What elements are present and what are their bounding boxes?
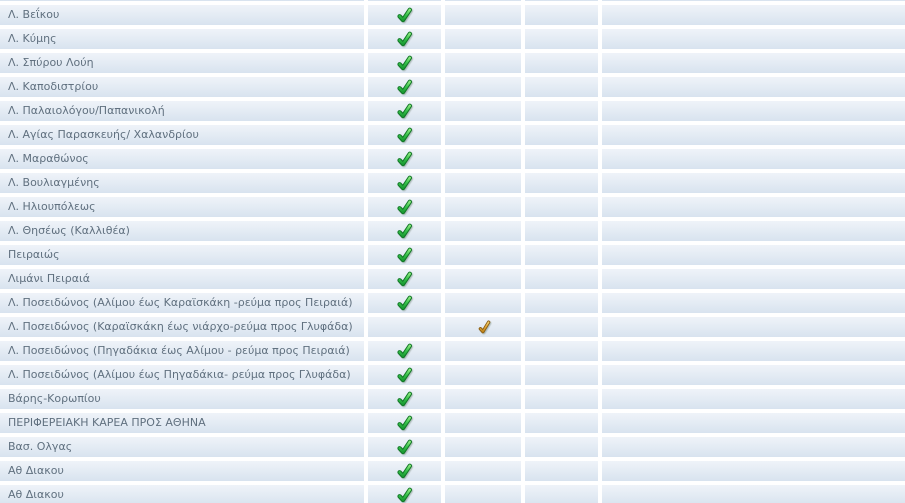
status-cell-2 bbox=[445, 125, 521, 145]
green-check-icon bbox=[396, 415, 413, 431]
road-name-cell: Λ. Μαραθώνος bbox=[0, 149, 364, 169]
status-cell-1 bbox=[368, 461, 441, 481]
status-cell-3 bbox=[525, 0, 598, 1]
status-cell-2 bbox=[445, 245, 521, 265]
road-name-cell: Λ. Ποσειδώνος (Αλίμου έως Καραϊσκάκη -ρεύμα προς Πειραιά) bbox=[0, 293, 364, 313]
table-row bbox=[0, 245, 905, 265]
status-cell-4 bbox=[602, 341, 905, 361]
road-name-cell: Λ. Βεΐκου bbox=[0, 5, 364, 25]
table-row bbox=[0, 293, 905, 313]
status-cell-4 bbox=[602, 485, 905, 503]
status-cell-4 bbox=[602, 5, 905, 25]
table-row bbox=[0, 413, 905, 433]
status-cell-4 bbox=[602, 269, 905, 289]
status-cell-2 bbox=[445, 389, 521, 409]
status-cell-1 bbox=[368, 53, 441, 73]
road-name-cell: Λ. Κύμης bbox=[0, 29, 364, 49]
status-cell-4 bbox=[602, 125, 905, 145]
status-cell-2 bbox=[445, 101, 521, 121]
status-cell-3 bbox=[525, 173, 598, 193]
road-name-cell: Αθ Διακου bbox=[0, 461, 364, 481]
green-check-icon bbox=[396, 439, 413, 455]
status-cell-4 bbox=[602, 173, 905, 193]
green-check-icon bbox=[396, 271, 413, 287]
road-name-cell bbox=[0, 0, 364, 1]
status-cell-3 bbox=[525, 125, 598, 145]
status-cell-3 bbox=[525, 245, 598, 265]
table-row bbox=[0, 317, 905, 337]
green-check-icon bbox=[396, 295, 413, 311]
table-row bbox=[0, 77, 905, 97]
status-cell-3 bbox=[525, 197, 598, 217]
status-cell-2 bbox=[445, 77, 521, 97]
table-row bbox=[0, 485, 905, 503]
road-name-cell: Λ. Ποσειδώνος (Αλίμου έως Πηγαδάκια- ρεύμα προς Γλυφάδα) bbox=[0, 365, 364, 385]
status-cell-1 bbox=[368, 485, 441, 503]
green-check-icon bbox=[396, 367, 413, 383]
road-name-cell: Βασ. Ολγας bbox=[0, 437, 364, 457]
road-name-cell: Βάρης-Κορωπίου bbox=[0, 389, 364, 409]
status-cell-1 bbox=[368, 29, 441, 49]
status-cell-2 bbox=[445, 5, 521, 25]
status-cell-4 bbox=[602, 389, 905, 409]
status-cell-1 bbox=[368, 77, 441, 97]
green-check-icon bbox=[396, 487, 413, 503]
status-cell-3 bbox=[525, 485, 598, 503]
status-cell-3 bbox=[525, 5, 598, 25]
orange-check-icon bbox=[475, 319, 492, 335]
status-cell-4 bbox=[602, 245, 905, 265]
status-cell-2 bbox=[445, 197, 521, 217]
green-check-icon bbox=[396, 79, 413, 95]
road-name-cell: Αθ Διακου bbox=[0, 485, 364, 503]
road-name-cell: Λ. Θησέως (Καλλιθέα) bbox=[0, 221, 364, 241]
table-row bbox=[0, 173, 905, 193]
status-cell-1 bbox=[368, 125, 441, 145]
road-name-cell: Λ. Ποσειδώνος (Καραϊσκάκη έως νιάρχο-ρεύμα προς Γλυφάδα) bbox=[0, 317, 364, 337]
status-cell-3 bbox=[525, 341, 598, 361]
status-cell-3 bbox=[525, 437, 598, 457]
status-cell-1 bbox=[368, 221, 441, 241]
road-name-cell: Λ. Βουλιαγμένης bbox=[0, 173, 364, 193]
table-row bbox=[0, 125, 905, 145]
status-cell-3 bbox=[525, 317, 598, 337]
status-cell-1 bbox=[368, 389, 441, 409]
status-cell-4 bbox=[602, 101, 905, 121]
status-cell-1 bbox=[368, 413, 441, 433]
status-cell-1 bbox=[368, 0, 441, 1]
status-cell-1 bbox=[368, 317, 441, 337]
table-row bbox=[0, 341, 905, 361]
table-row bbox=[0, 53, 905, 73]
road-name-cell: Λ. Παλαιολόγου/Παπανικολή bbox=[0, 101, 364, 121]
status-cell-1 bbox=[368, 101, 441, 121]
status-cell-4 bbox=[602, 77, 905, 97]
status-cell-2 bbox=[445, 317, 521, 337]
status-cell-3 bbox=[525, 293, 598, 313]
status-cell-2 bbox=[445, 485, 521, 503]
status-cell-2 bbox=[445, 173, 521, 193]
status-cell-4 bbox=[602, 437, 905, 457]
status-cell-1 bbox=[368, 5, 441, 25]
status-cell-4 bbox=[602, 317, 905, 337]
table-row bbox=[0, 269, 905, 289]
status-cell-4 bbox=[602, 0, 905, 1]
status-cell-3 bbox=[525, 461, 598, 481]
status-cell-1 bbox=[368, 437, 441, 457]
status-cell-3 bbox=[525, 53, 598, 73]
status-cell-2 bbox=[445, 413, 521, 433]
status-cell-3 bbox=[525, 149, 598, 169]
status-cell-3 bbox=[525, 101, 598, 121]
status-cell-4 bbox=[602, 365, 905, 385]
status-cell-2 bbox=[445, 149, 521, 169]
status-cell-3 bbox=[525, 365, 598, 385]
table-row-partial bbox=[0, 0, 905, 1]
status-cell-4 bbox=[602, 413, 905, 433]
road-name-cell: Λ. Καποδιστρίου bbox=[0, 77, 364, 97]
status-cell-1 bbox=[368, 197, 441, 217]
status-cell-1 bbox=[368, 293, 441, 313]
status-cell-2 bbox=[445, 437, 521, 457]
status-cell-2 bbox=[445, 461, 521, 481]
road-name-cell: Λ. Ηλιουπόλεως bbox=[0, 197, 364, 217]
road-name-cell: Λ. Ποσειδώνος (Πηγαδάκια έως Αλίμου - ρεύμα προς Πειραιά) bbox=[0, 341, 364, 361]
table-row bbox=[0, 101, 905, 121]
status-cell-2 bbox=[445, 341, 521, 361]
status-cell-3 bbox=[525, 221, 598, 241]
road-name-cell: Πειραιώς bbox=[0, 245, 364, 265]
status-cell-3 bbox=[525, 269, 598, 289]
table-row bbox=[0, 149, 905, 169]
road-name-cell: ΠΕΡΙΦΕΡΕΙΑΚΗ ΚΑΡΕΑ ΠΡΟΣ ΑΘΗΝΑ bbox=[0, 413, 364, 433]
green-check-icon bbox=[396, 175, 413, 191]
table-row bbox=[0, 365, 905, 385]
status-cell-1 bbox=[368, 341, 441, 361]
table-row bbox=[0, 221, 905, 241]
status-cell-4 bbox=[602, 149, 905, 169]
green-check-icon bbox=[396, 103, 413, 119]
green-check-icon bbox=[396, 223, 413, 239]
green-check-icon bbox=[396, 199, 413, 215]
green-check-icon bbox=[396, 463, 413, 479]
status-cell-3 bbox=[525, 77, 598, 97]
status-cell-1 bbox=[368, 173, 441, 193]
status-cell-2 bbox=[445, 0, 521, 1]
status-cell-4 bbox=[602, 29, 905, 49]
table-row bbox=[0, 29, 905, 49]
green-check-icon bbox=[396, 151, 413, 167]
status-cell-1 bbox=[368, 245, 441, 265]
status-cell-1 bbox=[368, 365, 441, 385]
green-check-icon bbox=[396, 247, 413, 263]
green-check-icon bbox=[396, 31, 413, 47]
status-cell-3 bbox=[525, 29, 598, 49]
table-row bbox=[0, 389, 905, 409]
status-cell-2 bbox=[445, 365, 521, 385]
table-row bbox=[0, 197, 905, 217]
table-row bbox=[0, 5, 905, 25]
table-row bbox=[0, 461, 905, 481]
status-cell-2 bbox=[445, 53, 521, 73]
status-cell-2 bbox=[445, 293, 521, 313]
status-cell-4 bbox=[602, 293, 905, 313]
status-cell-4 bbox=[602, 221, 905, 241]
status-cell-4 bbox=[602, 53, 905, 73]
green-check-icon bbox=[396, 391, 413, 407]
green-check-icon bbox=[396, 343, 413, 359]
road-name-cell: Λ. Αγίας Παρασκευής/ Χαλανδρίου bbox=[0, 125, 364, 145]
status-cell-2 bbox=[445, 221, 521, 241]
status-cell-4 bbox=[602, 197, 905, 217]
table-row bbox=[0, 437, 905, 457]
status-cell-2 bbox=[445, 269, 521, 289]
status-cell-1 bbox=[368, 269, 441, 289]
road-name-cell: Λιμάνι Πειραιά bbox=[0, 269, 364, 289]
status-cell-1 bbox=[368, 149, 441, 169]
road-name-cell: Λ. Σπύρου Λούη bbox=[0, 53, 364, 73]
green-check-icon bbox=[396, 127, 413, 143]
status-cell-3 bbox=[525, 413, 598, 433]
green-check-icon bbox=[396, 55, 413, 71]
status-cell-2 bbox=[445, 29, 521, 49]
status-cell-4 bbox=[602, 461, 905, 481]
status-cell-3 bbox=[525, 389, 598, 409]
green-check-icon bbox=[396, 7, 413, 23]
